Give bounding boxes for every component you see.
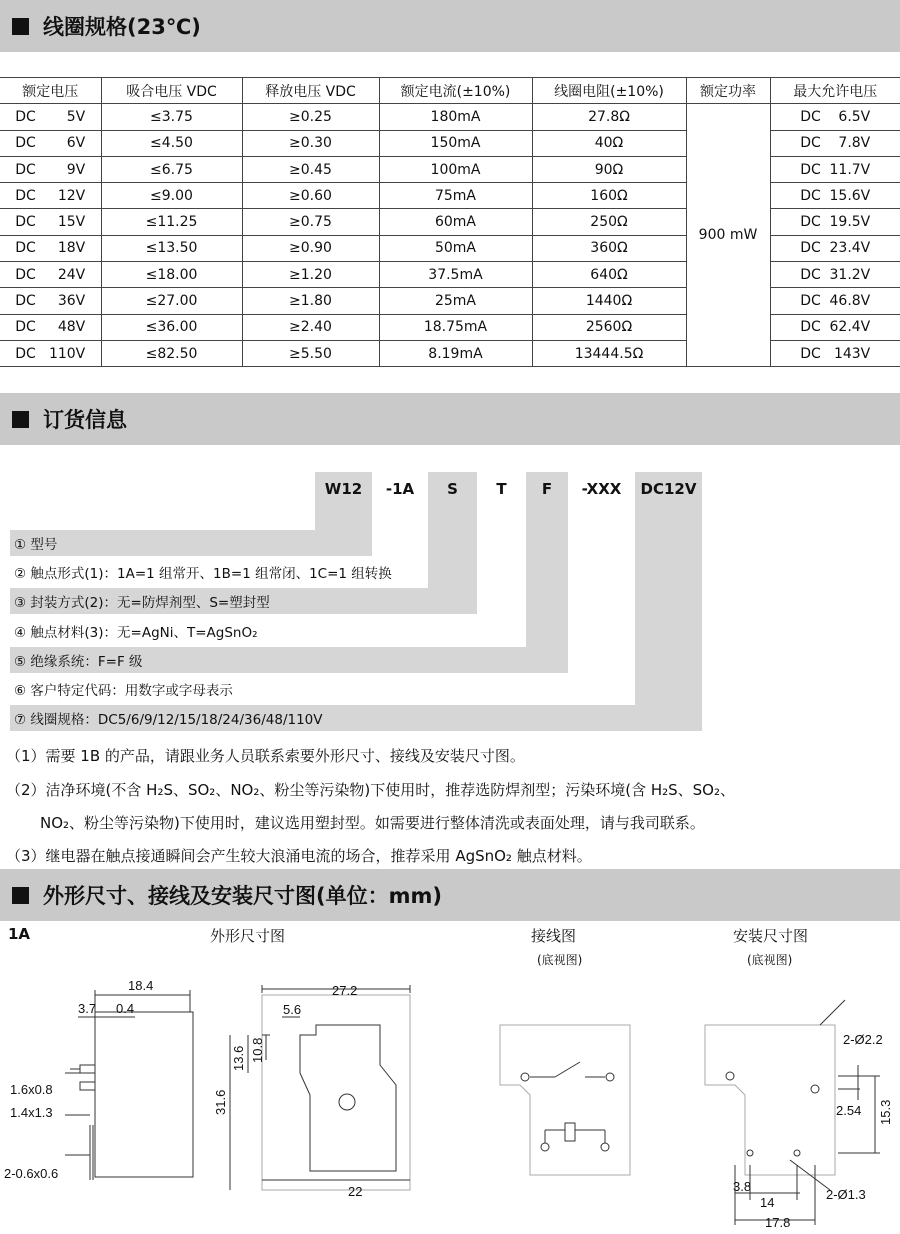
cell-text: ≤36.00 (145, 319, 198, 336)
wiring-subtitle: (底视图) (537, 953, 583, 967)
cell-text: DC (800, 108, 821, 125)
cell-text: 60mA (434, 214, 477, 231)
table-cell (770, 130, 900, 156)
cell-text: DC (800, 214, 821, 231)
coil-spec-table (0, 77, 900, 367)
order-item: ⑦ 线圈规格：DC5/6/9/12/15/18/24/36/48/110V (10, 705, 702, 731)
dim-label: 3.8 (733, 1179, 752, 1194)
cell-text: 48V (57, 319, 86, 336)
table-cell (532, 183, 686, 209)
voltage-pair (800, 240, 870, 256)
cell-text: DC (800, 161, 821, 178)
dim-label: 2-Ø2.2 (843, 1032, 883, 1047)
table-cell (770, 235, 900, 261)
voltage-pair (800, 188, 870, 204)
dim-label: 5.6 (283, 1002, 302, 1017)
cell-text: 5V (66, 108, 86, 125)
col-header: 额定功率 (686, 78, 770, 104)
mount-title: 安装尺寸图 (733, 927, 809, 945)
voltage-pair (15, 135, 85, 151)
outline-title: 外形尺寸图 (210, 927, 286, 945)
voltage-pair (800, 162, 870, 178)
cell-text: ≥5.50 (289, 345, 332, 362)
table-cell (242, 340, 379, 366)
table-cell (379, 262, 532, 288)
table-cell (242, 288, 379, 314)
table-cell (101, 183, 242, 209)
cell-text: 2560Ω (585, 319, 633, 336)
note-1: （1）需要 1B 的产品，请跟业务人员联系索要外形尺寸、接线及安装尺寸图。 (6, 747, 525, 765)
table-cell (242, 104, 379, 130)
table-cell (242, 156, 379, 182)
cell-text: 18.75mA (423, 319, 488, 336)
cell-text: DC (800, 293, 821, 310)
cell-text: 23.4V (829, 240, 871, 257)
table-cell (379, 130, 532, 156)
voltage-pair (15, 188, 85, 204)
cell-text: 640Ω (590, 266, 628, 283)
table-cell (0, 130, 101, 156)
cell-text: DC (15, 319, 36, 336)
cell-text: ≤13.50 (145, 240, 198, 257)
cell-text: 7.8V (838, 135, 871, 152)
cell-text: 25mA (434, 293, 477, 310)
cell-text: 75mA (434, 187, 477, 204)
square-bullet-icon (12, 887, 29, 904)
cell-text: 15.6V (829, 187, 871, 204)
table-cell (242, 183, 379, 209)
order-item: ③ 封装方式(2)：无=防焊剂型、S=塑封型 (10, 588, 477, 614)
wiring-title: 接线图 (531, 927, 577, 945)
cell-text: 250Ω (590, 214, 628, 231)
cell-text: 24V (57, 266, 86, 283)
section-title: 外形尺寸、接线及安装尺寸图(单位：mm) (43, 884, 442, 908)
table-cell (379, 209, 532, 235)
cell-text: ≤18.00 (145, 266, 198, 283)
cell-text: 900 mW (698, 227, 758, 244)
cell-text: ≤3.75 (150, 108, 193, 125)
voltage-pair (15, 162, 85, 178)
table-cell (770, 340, 900, 366)
voltage-pair (800, 346, 870, 362)
wiring-diagram (500, 1025, 630, 1175)
cell-text: ≥0.45 (289, 161, 332, 178)
cell-text: ≤27.00 (145, 293, 198, 310)
cell-text: ≥0.75 (289, 214, 332, 231)
voltage-pair (15, 267, 85, 283)
table-cell (770, 209, 900, 235)
variant-label: 1A (8, 925, 31, 943)
cell-text: DC (15, 135, 36, 152)
dimension-drawings (0, 965, 900, 1234)
cell-text: 180mA (430, 108, 481, 125)
cell-text: ≤6.75 (150, 161, 193, 178)
cell-text: DC (15, 108, 36, 125)
table-cell (379, 183, 532, 209)
table-cell (532, 340, 686, 366)
cell-text: DC (15, 345, 36, 362)
voltage-pair (800, 319, 870, 335)
cell-text: 40Ω (594, 135, 624, 152)
cell-text: ≥0.60 (289, 187, 332, 204)
code-segment: S (428, 472, 477, 506)
cell-text: ≥0.25 (289, 108, 332, 125)
table-cell (101, 130, 242, 156)
table-cell (770, 314, 900, 340)
table-cell (770, 104, 900, 130)
table-cell (770, 288, 900, 314)
table-cell (532, 314, 686, 340)
cell-text: 160Ω (590, 187, 628, 204)
cell-text: 12V (57, 187, 86, 204)
voltage-pair (800, 293, 870, 309)
col-header: 额定电流(±10%) (379, 78, 532, 104)
order-item: ⑥ 客户特定代码：用数字或字母表示 (10, 676, 635, 702)
table-cell (379, 104, 532, 130)
cell-text: 100mA (430, 161, 481, 178)
voltage-pair (15, 293, 85, 309)
table-cell (532, 104, 686, 130)
table-cell (686, 104, 770, 367)
table-cell (379, 156, 532, 182)
cell-text: ≤82.50 (145, 345, 198, 362)
cell-text: 37.5mA (428, 266, 483, 283)
table-cell (532, 235, 686, 261)
table-cell (242, 262, 379, 288)
voltage-pair (15, 319, 85, 335)
code-segment: F (526, 472, 568, 506)
cell-text: 18V (57, 240, 86, 257)
table-cell (101, 156, 242, 182)
dim-label: 2-0.6x0.6 (4, 1166, 59, 1181)
dim-label: 13.6 (231, 1045, 246, 1071)
order-info-header (0, 393, 900, 445)
table-cell (101, 340, 242, 366)
table-cell (379, 340, 532, 366)
cell-text: DC (800, 240, 821, 257)
cell-text: DC (800, 319, 821, 336)
cell-text: DC (15, 240, 36, 257)
cell-text: 11.7V (829, 161, 871, 178)
voltage-pair (15, 240, 85, 256)
cell-text: 150mA (430, 135, 481, 152)
table-cell (379, 235, 532, 261)
front-view-drawing (230, 985, 410, 1190)
table-cell (532, 262, 686, 288)
note-3: （3）继电器在触点接通瞬间会产生较大浪涌电流的场合，推荐采用 AgSnO₂ 触点材料。 (6, 847, 592, 865)
cell-text: 1440Ω (585, 293, 633, 310)
cell-text: ≥0.30 (289, 135, 332, 152)
cell-text: 19.5V (829, 214, 871, 231)
voltage-pair (15, 346, 85, 362)
table-header-row (0, 78, 900, 104)
note-2: （2）洁净环境(不含 H₂S、SO₂、NO₂、粉尘等污染物)下使用时，推荐选防焊剂型；污染环境(含 H₂S、SO₂、 (6, 781, 735, 799)
cell-text: 50mA (434, 240, 477, 257)
dim-label: 15.3 (878, 1099, 893, 1125)
note-2-cont: NO₂、粉尘等污染物)下使用时，建议选用塑封型。如需要进行整体清洗或表面处理，请与我司联系。 (40, 814, 705, 832)
cell-text: DC (800, 187, 821, 204)
order-item: ① 型号 (10, 530, 372, 556)
table-cell (0, 262, 101, 288)
cell-text: DC (15, 214, 36, 231)
section-title: 订货信息 (43, 408, 127, 432)
cell-text: 15V (57, 214, 86, 231)
table-cell (770, 183, 900, 209)
cell-text: ≥1.20 (289, 266, 332, 283)
table-cell (101, 262, 242, 288)
voltage-pair (800, 135, 870, 151)
table-cell (0, 288, 101, 314)
col-header: 线圈电阻(±10%) (532, 78, 686, 104)
cell-text: ≤11.25 (145, 214, 198, 231)
cell-text: DC (15, 266, 36, 283)
mount-subtitle: (底视图) (747, 953, 793, 967)
col-header: 吸合电压 VDC (101, 78, 242, 104)
table-cell (242, 314, 379, 340)
table-row (0, 104, 900, 130)
table-cell (0, 209, 101, 235)
table-cell (101, 104, 242, 130)
cell-text: DC (800, 345, 821, 362)
cell-text: ≤4.50 (150, 135, 193, 152)
cell-text: 360Ω (590, 240, 628, 257)
table-cell (770, 156, 900, 182)
order-item: ④ 触点材料(3)：无=AgNi、T=AgSnO₂ (10, 618, 526, 644)
cell-text: 6.5V (838, 108, 871, 125)
table-cell (0, 104, 101, 130)
table-cell (0, 235, 101, 261)
dim-label: 0.4 (116, 1001, 135, 1016)
cell-text: DC (15, 161, 36, 178)
table-cell (101, 209, 242, 235)
dim-label: 14 (760, 1195, 775, 1210)
dim-label: 17.8 (765, 1215, 791, 1230)
cell-text: 110V (48, 345, 86, 362)
dim-label: 3.7 (78, 1001, 97, 1016)
section-title: 线圈规格(23℃) (43, 15, 201, 39)
table-cell (532, 209, 686, 235)
table-cell (242, 130, 379, 156)
voltage-pair (15, 214, 85, 230)
dim-label: 18.4 (128, 978, 154, 993)
dim-label: 1.6x0.8 (10, 1082, 53, 1097)
table-cell (770, 262, 900, 288)
cell-text: DC (800, 135, 821, 152)
order-item: ⑤ 绝缘系统：F=F 级 (10, 647, 568, 673)
col-header: 额定电压 (0, 78, 101, 104)
voltage-pair (800, 109, 870, 125)
cell-text: 31.2V (829, 266, 871, 283)
code-segment: W12 (315, 472, 372, 506)
dim-label: 1.4x1.3 (10, 1105, 53, 1120)
cell-text: 8.19mA (428, 345, 483, 362)
table-cell (242, 235, 379, 261)
table-cell (242, 209, 379, 235)
dim-label: 27.2 (332, 983, 358, 998)
square-bullet-icon (12, 411, 29, 428)
table-cell (379, 314, 532, 340)
voltage-pair (800, 214, 870, 230)
voltage-pair (15, 109, 85, 125)
cell-text: DC (800, 266, 821, 283)
table-cell (0, 183, 101, 209)
table-cell (532, 156, 686, 182)
col-header: 释放电压 VDC (242, 78, 379, 104)
table-cell (0, 156, 101, 182)
dim-label: 10.8 (250, 1037, 265, 1063)
dim-label: 2-Ø1.3 (826, 1187, 866, 1202)
table-cell (0, 340, 101, 366)
table-cell (101, 288, 242, 314)
cell-text: 46.8V (829, 293, 871, 310)
code-segment: T (477, 472, 526, 506)
cell-text: 36V (57, 293, 86, 310)
voltage-pair (800, 267, 870, 283)
dimensions-header (0, 869, 900, 921)
col-header: 最大允许电压 (770, 78, 900, 104)
cell-text: DC (15, 187, 36, 204)
table-cell (379, 288, 532, 314)
dim-label: 22 (348, 1184, 363, 1199)
square-bullet-icon (12, 18, 29, 35)
code-segment: -XXX (568, 472, 635, 506)
table-cell (101, 314, 242, 340)
code-segment: DC12V (635, 472, 702, 506)
code-segment: -1A (372, 472, 428, 506)
cell-text: 27.8Ω (588, 108, 630, 125)
cell-text: 6V (66, 135, 86, 152)
cell-text: 143V (833, 345, 871, 362)
table-cell (101, 235, 242, 261)
table-cell (532, 288, 686, 314)
table-cell (532, 130, 686, 156)
dim-label: 31.6 (213, 1089, 228, 1115)
coil-spec-header (0, 0, 900, 52)
cell-text: 90Ω (594, 161, 624, 178)
dim-label: 2.54 (836, 1103, 862, 1118)
cell-text: 62.4V (829, 319, 871, 336)
cell-text: 9V (66, 161, 86, 178)
cell-text: ≥2.40 (289, 319, 332, 336)
cell-text: 13444.5Ω (574, 345, 644, 362)
code-connector (635, 472, 702, 731)
cell-text: ≥1.80 (289, 293, 332, 310)
table-cell (0, 314, 101, 340)
side-view-drawing (65, 990, 193, 1180)
order-item: ② 触点形式(1)：1A=1 组常开、1B=1 组常闭、1C=1 组转换 (10, 559, 428, 585)
cell-text: ≥0.90 (289, 240, 332, 257)
cell-text: ≤9.00 (150, 187, 193, 204)
cell-text: DC (15, 293, 36, 310)
